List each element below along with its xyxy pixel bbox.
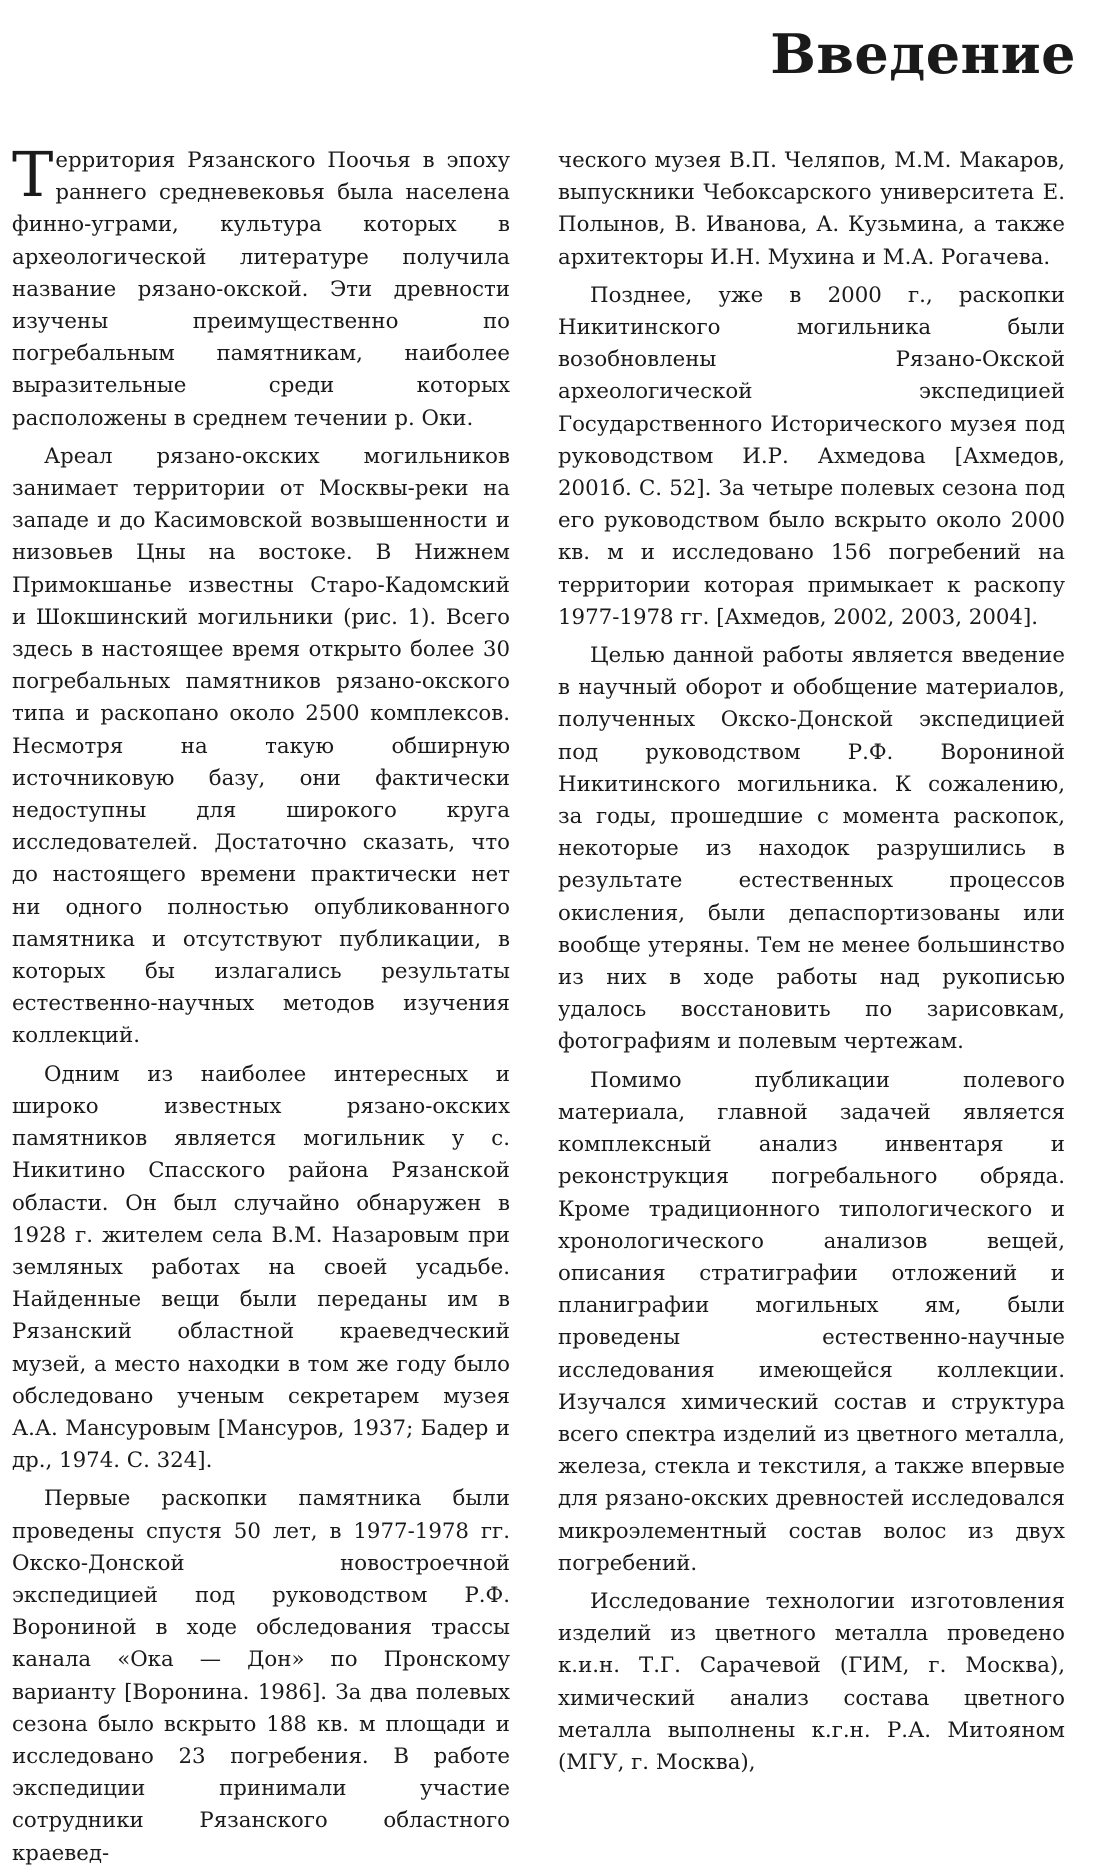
paragraph: Позднее, уже в 2000 г., раскопки Никитинского могильника были возобновлены Рязано-Окской археологической экспедицией Государственного Исторического музея под руководством И.Р. Ахмедова [Ахмедов, 2001б. С. 52]. За четыре полевых сезона под его руководством было вскрыто около 2000 кв. м и исследовано 156 погребений на территории которая примыкает к раскопу 1977-1978 гг. [Ахмедов, 2002, 2003, 2004]. (558, 282, 1065, 630)
paragraph: Целью данной работы является введение в научный оборот и обобщение материалов, полученных Окско-Донской экспедицией под руководством Р.Ф. Ворониной Никитинского могильника. К сожалению, за годы, прошедшие с момента раскопок, некоторые из находок разрушились в результате естественных процессов окисления, были депаспортизованы или вообще утеряны. Тем не менее большинство из них в ходе работы над рукописью удалось восстановить по зарисовкам, фотографиям и полевым чертежам. (558, 643, 1065, 1055)
paragraph: Одним из наиболее интересных и широко известных рязано-окских памятников является могильник у с. Никитино Спасского района Рязанской области. Он был случайно обнаружен в 1928 г. жителем села В.М. Назаровым при земляных работах на своей усадьбе. Найденные вещи были переданы им в Рязанский областной краеведческий музей, а место находки в том же году было обследовано ученым секретарем музея А.А. Мансуровым [Мансуров, 1937; Бадер и др., 1974. С. 324]. (12, 1061, 510, 1474)
paragraph: Ареал рязано-окских могильников занимает территории от Москвы-реки на западе и до Касимовской возвышенности и низовьев Цны на востоке. В Нижнем Примокшанье известны Старо-Кадомский и Шокшинский могильники (рис. 1). Всего здесь в настоящее время открыто более 30 погребальных памятников рязано-окского типа и раскопано около 2500 комплексов. Несмотря на такую обширную источниковую базу, они фактически недоступны для широкого круга исследователей. Достаточно сказать, что до настоящего времени практически нет ни одного полностью опубликованного памятника и отсутствуют публикации, в которых бы излагались результаты естественно-научных методов изучения коллекций. (12, 443, 510, 1049)
paragraph: Первые раскопки памятника были проведены спустя 50 лет, в 1977-1978 гг. Окско-Донской новостроечной экспедицией под руководством Р.Ф. Ворониной в ходе обследования трассы канала «Ока — Дон» по Пронскому варианту [Воронина. 1986]. За два полевых сезона было вскрыто 188 кв. м площади и исследовано 23 погребения. В работе экспедиции принимали участие сотрудники Рязанского областного краевед- (12, 1486, 510, 1866)
drop-cap: Т (12, 138, 54, 211)
page-title: Введение (770, 22, 1076, 86)
paragraph: Исследование технологии изготовления изделий из цветного металла проведено к.и.н. Т.Г. Сарачевой (ГИМ, г. Москва), химический анализ состава цветного металла выполнены к.г.н. Р.А. Митояном (МГУ, г. Москва), (558, 1588, 1065, 1775)
right-column (558, 145, 1065, 1779)
paragraph-text: ерритория Рязанского Поочья в эпоху раннего средневековья была населена финно-уграми, культура которых в археологической литературе получила название рязано-окской. Эти древности изучены преимущественно по погребальным памятникам, наиболее выразительные среди которых расположены в среднем течении р. Оки. (12, 148, 510, 431)
paragraph (12, 138, 510, 435)
left-column (12, 138, 510, 1870)
paragraph: Помимо публикации полевого материала, главной задачей является комплексный анализ инвентаря и реконструкция погребального обряда. Кроме традиционного типологического и хронологического анализов вещей, описания стратиграфии отложений и планиграфии могильных ям, были проведены естественно-научные исследования имеющейся коллекции. Изучался химический состав и структура всего спектра изделий из цветного металла, железа, стекла и текстиля, а также впервые для рязано-окских древностей исследовался микроэлементный состав волос из двух погребений. (558, 1067, 1065, 1576)
paragraph: ческого музея В.П. Челяпов, М.М. Макаров, выпускники Чебоксарского университета Е. Полынов, В. Иванова, А. Кузьмина, а также архитекторы И.Н. Мухина и М.А. Рогачева. (558, 148, 1065, 270)
